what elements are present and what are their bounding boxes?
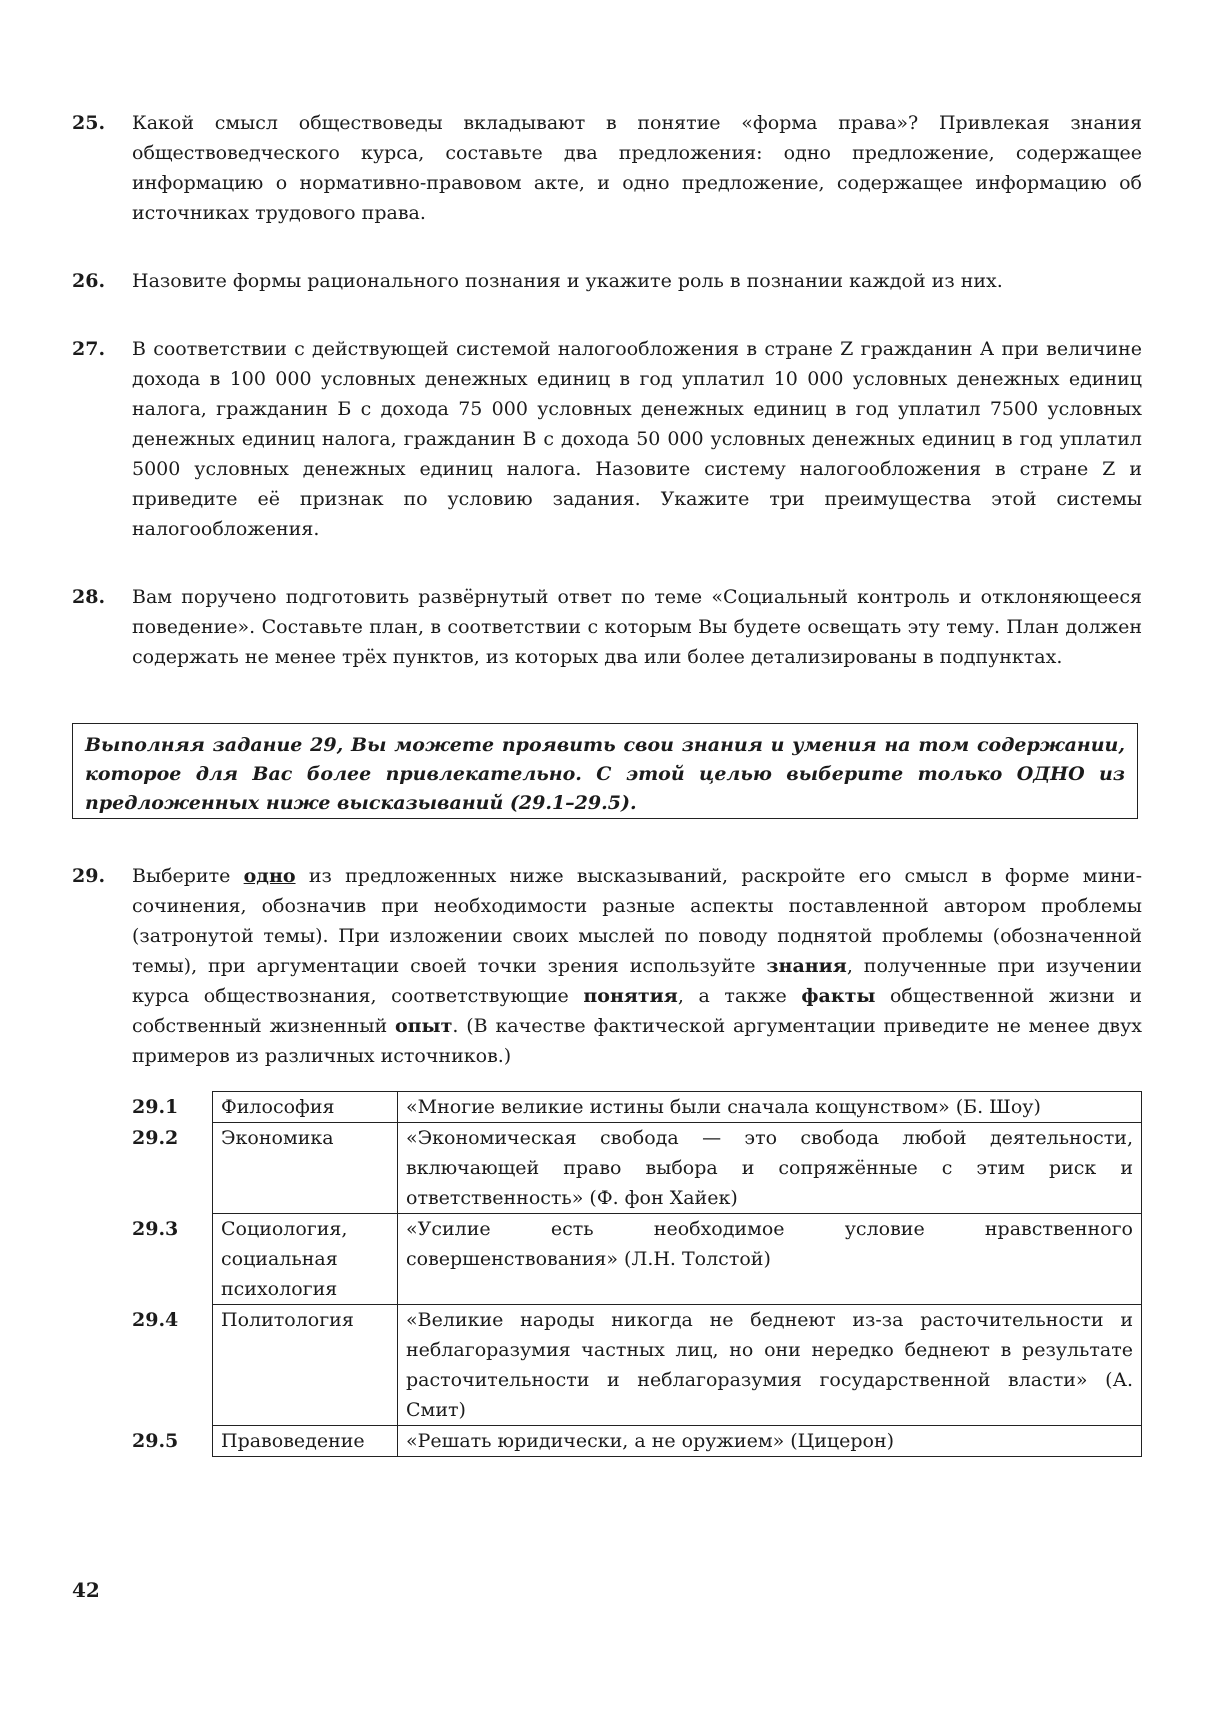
topic-subject: Философия [213,1092,398,1123]
text-part: , полученные при изучении курса обществознания, соответствующие [132,955,1142,1007]
task-number: 28. [72,586,106,608]
topic-number: 29.2 [132,1126,179,1149]
topic-quote: «Многие великие истины были сначала кощунством» (Б. Шоу) [398,1092,1142,1123]
task-number: 29. [72,865,106,887]
topic-subject: Правоведение [213,1426,398,1457]
task-text: В соответствии с действующей системой налогообложения в стране Z гражданин А при величине дохода в 100 000 условных денежных единиц в год уплатил 10 000 условных денежных единиц налога, гражданин Б с дохода 75 000 условных денежных единиц в год уплатил 7500 условных денежных единиц налога, гражданин В с дохода 50 000 условных денежных единиц в год уплатил 5000 условных денежных единиц налога. Назовите систему налогообложения в стране Z и приведите её признак по условию задания. Укажите три преимущества этой системы налогообложения. [132,338,1142,540]
topic-subject: Политология [213,1305,398,1426]
task-text: Вам поручено подготовить развёрнутый ответ по теме «Социальный контроль и отклоняющееся поведение». Составьте план, в соответствии с которым Вы будете освещать эту тему. План должен содержать не менее трёх пунктов, из которых два или более детализированы в подпунктах. [132,586,1142,668]
task-25 [72,108,1142,228]
text-part: Выберите [132,865,244,887]
table-row [128,1214,1142,1305]
topic-subject: Социология, социальная психология [213,1214,398,1305]
emphasis-concepts: понятия [583,985,678,1007]
task-text [132,861,1142,1071]
topic-number: 29.4 [132,1308,179,1331]
text-part: . (В качестве фактической аргументации приведите не менее двух примеров из различных источников.) [132,1015,1142,1067]
emphasis-one: одно [243,865,296,887]
task-number: 27. [72,338,106,360]
task-26 [72,266,1142,296]
table-row [128,1305,1142,1426]
emphasis-experience: опыт [394,1015,453,1037]
task-number: 25. [72,112,106,134]
text-part: , а также [677,985,802,1007]
page-number: 42 [72,1578,100,1602]
topic-number: 29.3 [132,1217,179,1240]
topics-table [128,1091,1142,1457]
text-part: из предложенных ниже высказываний, раскройте его смысл в форме мини-сочинения, обозначив при необходимости разные аспекты поставленной автором проблемы (затронутой темы). При изложении своих мыслей по поводу поднятой проблемы (обозначенной темы), при аргументации своей точки зрения используйте [132,865,1143,977]
topic-quote: «Экономическая свобода — это свобода любой деятельности, включающей право выбора и сопряжённые с этим риск и ответственность» (Ф. фон Хайек) [398,1123,1142,1214]
topic-quote: «Решать юридически, а не оружием» (Цицерон) [398,1426,1142,1457]
instruction-box: Выполняя задание 29, Вы можете проявить свои знания и умения на том содержании, которое для Вас более привлекательно. С этой целью выберите только ОДНО из предложенных ниже высказываний (29.1–29.5). [72,723,1138,819]
topic-subject: Экономика [213,1123,398,1214]
topic-number: 29.1 [132,1095,179,1118]
emphasis-facts: факты [801,985,876,1007]
topic-number: 29.5 [132,1429,179,1452]
task-text: Какой смысл обществоведы вкладывают в понятие «форма права»? Привлекая знания обществоведческого курса, составьте два предложения: одно предложение, содержащее информацию о нормативно-правовом акте, и одно предложение, содержащее информацию об источниках трудового права. [132,112,1142,224]
task-27 [72,334,1142,544]
task-29 [72,861,1142,1071]
task-text: Назовите формы рационального познания и укажите роль в познании каждой из них. [132,270,1003,292]
table-row [128,1092,1142,1123]
topic-quote: «Усилие есть необходимое условие нравственного совершенствования» (Л.Н. Толстой) [398,1214,1142,1305]
task-number: 26. [72,270,106,292]
task-28 [72,582,1142,672]
table-row [128,1123,1142,1214]
emphasis-knowledge: знания [766,955,847,977]
text-part: общественной жизни и собственный жизненный [132,985,1142,1037]
topic-quote: «Великие народы никогда не беднеют из-за расточительности и неблагоразумия частных лиц, но они нередко беднеют в результате расточительности и неблагоразумия государственной власти» (А. Смит) [398,1305,1142,1426]
table-row [128,1426,1142,1457]
